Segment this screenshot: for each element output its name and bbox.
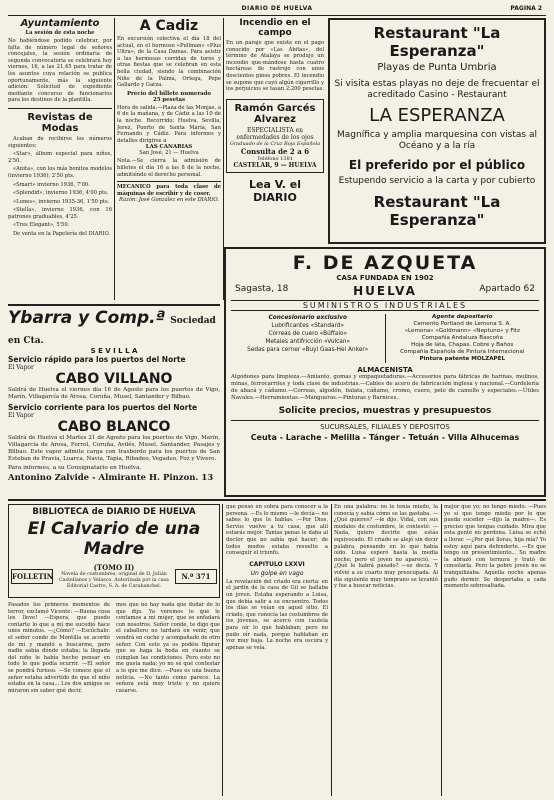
revistas-item: «Anita», con los más bonitos modelos (invierno 1936), 2'50 pts. xyxy=(8,166,112,179)
azqueta-founded: CASA FUNDADA EN 1902 xyxy=(336,274,434,282)
ybarra-ship1: CABO VILLANO xyxy=(55,371,173,387)
azqueta-supplies: SUMINISTROS INDUSTRIALES xyxy=(231,300,539,311)
revistas-item: «Splendid», invierno 1936, 4'00 pts. xyxy=(13,190,109,197)
azqueta-left-item: Lubrificantes «Standard» xyxy=(271,323,345,329)
folletin-title: El Calvario de una Madre xyxy=(27,519,201,559)
folletin-header xyxy=(8,504,220,598)
revistas-list xyxy=(8,136,112,238)
chapter-title: CAPITULO LXXVI xyxy=(249,560,305,568)
ramon-graduate: Graduado de la Cruz Roja Española xyxy=(229,140,321,147)
incendio-title: Incendio en el campo xyxy=(239,18,311,38)
ayuntamiento-title: Ayuntamiento xyxy=(20,18,100,29)
azqueta-left-item: Correas de cuero «Búffalo» xyxy=(268,331,348,337)
ramon-hours: Consulta de 2 a 6 xyxy=(240,146,310,156)
azqueta-right-item: Compañía Andaluza Bascoña xyxy=(421,335,503,341)
ybarra-service1: Servicio rápido para los puertos del Norte xyxy=(8,355,186,364)
azqueta-sucursales-title: SUCURSALES, FILIALES Y DEPOSITOS xyxy=(231,420,539,431)
newspaper-name: DIARIO DE HUELVA xyxy=(241,5,313,12)
esperanza-place: Playas de Punta Umbria xyxy=(377,62,497,73)
azqueta-left-title: Concesionario exclusivo xyxy=(268,315,347,321)
cadiz-title: A Cadiz xyxy=(139,18,199,34)
folletin-col-1: Pasados los primeros momentos de terror, exclamó Vicente: —Buena cosa los lleve! —Espera, que puedo contarte lo que a mí me sucedió hace unos minutos. —¿Cómo? —Escúchalo: el señor conde de Montilla se acordó de mí y mandó a buscarme, pero nadie sabía dónde estaba; la llegada del niño le había hecho pensar en todo lo que podía ocurrir. —El señor se pondrá furioso. —Se conoce que el señor estaba advertido de que el niño estaba en la casa... Los dos amigos se miraron sin saber qué decir. xyxy=(8,602,110,694)
esperanza-line2: Magnífica y amplia marquesina con vistas al Océano y a la ría xyxy=(337,130,537,151)
folletin-col3-text: que pensó en sobra para conocer a la persona. —Es lo mismo —le decía— no sabes lo que te hablas. —Por Dios, Servio: vuelve a tu casa, que allí estarás mejor. Tantas penas le daba al doctor que no sabía qué hacer; de todos modos estaba resuelto a conseguir el triunfo. xyxy=(226,504,328,557)
folletin-col-5: mejor que yo; no tengo miedo. —Pues yo sí que tengo miedo por lo que pueda suceder —dijo la madre—. Es preciso que tengas cuidado. Mira que esta gente no perdona. Luisa se echó a llorar. —¿Por qué lloras, hija mía? Yo estoy aquí para defenderte. —Es que tengo un presentimiento... Su madre la abrazó con ternura y trató de consolarla. Pero la pobre joven no se tranquilizaba. Aquella noche apenas pudo dormir. Se despertaba a cada momento sobresaltada. xyxy=(444,504,546,590)
page-number: PAGINA 2 xyxy=(510,5,542,12)
ybarra-city: S E V I L L A xyxy=(90,347,138,355)
cadiz-note: Nota.—Se cierra la admisión de billetes el día 16 a las 8 de la noche, admitiéndo el derecho personal. xyxy=(117,158,221,178)
revistas-item: «Tres Elegant», 5'50. xyxy=(13,222,70,229)
revistas-item: «Star», álbum especial para niños, 2'50. xyxy=(8,151,112,164)
revistas-item: «Smart» invierno 1936, 7'00. xyxy=(13,181,90,188)
folletin-col3b-text: La revelación del criado era cierta: en el jardín de la casa de Gil se hallaba un joven. Estaba esperando a Luisa, que debía salir a su encuentro. Todos los días se veían en aquel sitio. El criado, que conocía las costumbres de los jóvenes, se acercó con cautela para oír lo que hablaban; pero no pudo oír nada, porque hablaban en voz muy baja. La noche era oscura y apenas se veía. xyxy=(226,578,328,651)
azqueta-right-item: «Lemona» «Goldmann» «Neptuno» y Fitz xyxy=(404,328,520,334)
ybarra-vapor2: El Vapor xyxy=(8,412,34,419)
ybarra-info: Para informes, a su Consignatario en Huelva, xyxy=(8,465,142,471)
mecanico-ad: MECANICO para toda clase de máquinas de escribir y de coser. xyxy=(117,184,221,197)
ramon-address: CASTELAR, 9 — HUELVA xyxy=(233,161,317,169)
ybarra-ship2: CABO BLANCO xyxy=(57,419,171,435)
azqueta-right-title: Agente depositario xyxy=(432,314,493,320)
azqueta-left-item: Metales antifricción «Vulcan» xyxy=(265,339,351,345)
azqueta-street: Sagasta, 18 xyxy=(235,284,289,294)
esperanza-big: LA ESPERANZA xyxy=(369,105,505,126)
cadiz-schedule: Hora de salida.—Plaza de las Monjas, a 6 de la mañana, y de Cádiz a las 10 de la noche. Recorrido: Huelva, Sevilla, Jerez, Puerto de Santa María, San Fernando y Cádiz. Para informes y detalles dirigirse a xyxy=(117,104,221,144)
column-cadiz xyxy=(117,18,221,300)
lea-diario: Lea V. el DIARIO xyxy=(248,177,302,204)
revistas-item: Acaban de recibirse los números siguientes: xyxy=(8,135,112,149)
ybarra-ad xyxy=(8,304,220,494)
folletin-col-4: En una palabra: no le tenía miedo, la conocía y sabía cómo se las gastaba. —¿Qué quieres? —le dijo. Vidal, con sus modales de costumbre, le contestó: —Nada, quiero decirte que estás equivocado. El criado se alejó sin decir palabra, pensando en lo que había oído. Luisa esperó hasta la media noche; pero el joven no apareció. —¿Qué le habrá pasado? —se decía. Y volvió a su cuarto muy preocupada. Al día siguiente muy temprano se levantó y fue a buscar noticias. xyxy=(334,504,438,590)
folletin-col-3 xyxy=(226,504,328,796)
azqueta-city: HUELVA xyxy=(353,284,417,298)
revistas-item: De venta en la Papelería del DIARIO. xyxy=(13,231,111,238)
ybarra-vapor: El Vapor xyxy=(8,364,34,371)
column-left xyxy=(8,18,112,300)
esperanza-footer: Restaurant "La Esperanza" xyxy=(373,193,501,229)
folletin-label: FOLLETIN xyxy=(11,569,53,584)
cadiz-contact-title: LAS CANARIAS xyxy=(145,144,193,151)
azqueta-almacen: Algodones para limpieza.—Amianto, gomas y empaquetaduras.—Accesorios para fábricas de harinas, molinos, minas, ferrocarriles y toda clase de industrias.—Cables de acero de fabricación inglesa y nacional.—Cordelería de abacá y cáñamo.—Correas, algodón, balata, cáñamo, cromo, cuero, pelo de camello y especiales.—Útiles Navales.—Herramientas.—Mangueras.—Pinturas y Barnices. xyxy=(231,374,539,401)
azqueta-right-item: Compañía Española de Pintura Internacional xyxy=(400,349,525,355)
azqueta-left-item: Sedas para cerner «Buyl Gaas-Hei Anker» xyxy=(247,347,369,353)
esperanza-service: Estupendo servicio a la carta y por cubierto xyxy=(338,176,536,186)
esperanza-pref: El preferido por el público xyxy=(348,158,526,172)
azqueta-name: F. DE AZQUETA xyxy=(292,252,478,274)
esperanza-ad xyxy=(328,18,546,244)
azqueta-solicite: Solicite precios, muestras y presupuestos xyxy=(278,406,492,416)
azqueta-right-item: Pintura patente MOLZAPEL xyxy=(419,356,506,362)
azqueta-right-item: Cemento Portland de Lemona S. A. xyxy=(413,321,512,327)
folletin-tomo: (TOMO II) xyxy=(93,563,135,572)
revistas-item: «Stella», invierno 1936, con 16 patrones graduables, 4'25. xyxy=(8,207,112,220)
esperanza-line1: Si visita estas playas no deje de frecuentar el acreditado Casino - Restaurant xyxy=(334,79,540,100)
ramon-name: Ramón Garcés Alvarez xyxy=(234,102,316,125)
ybarra-service2: Servicio corriente para los puertos del Norte xyxy=(8,403,198,412)
chapter-subtitle: Un golpe en vago xyxy=(250,569,304,577)
azqueta-almacen-title: ALMACENISTA xyxy=(357,366,413,374)
esperanza-name: Restaurant "La Esperanza" xyxy=(373,24,501,60)
ybarra-agent: Antonino Zalvide - Almirante H. Pinzon. 13 xyxy=(8,473,214,483)
azqueta-ad xyxy=(224,247,546,497)
cadiz-price-title: Precio del billete numerado xyxy=(126,90,212,97)
incendio-body: En un paraje que existe en el pago conocido por «Las Abitas», del término de Atalaya se produjo un incendio que-mándose hasta cuatro hectáreas de rastrojo con unos doscientos pinos pobres. El incendio se supone que cayó algún cigarrillo y los perjuicios se tasan 2.200 pesetas. xyxy=(226,40,324,93)
page-header xyxy=(8,3,546,16)
azqueta-sucursales: Ceuta - Larache - Melilla - Tánger - Tetuán - Villa Alhucemas xyxy=(250,433,520,442)
ramon-ad xyxy=(226,99,324,173)
revistas-item: «Lunes», invierno 1935-36, 1'50 pts. xyxy=(13,198,110,205)
azqueta-right-item: Hoja de lata, Chapas, Cobre y Baños xyxy=(411,342,514,348)
folletin-col-2: mos que no hay nada que dudar de lo que dijo. Ya veremos lo que le contamos a mi mujer, que se enfadará con nosotros. Señor conde, te digo que el caballero no tardará en venir, que vendrá en coche y acompañado de otro señor. Con esto ya os podéis figurar que se haga la boda en cuanto se cumplan las condiciones. Pero esto no me gusta nada; yo no sé qué contestar a lo que me dice. —Pues es una buena noticia. —No tanto como parece. La señora está muy triste y no quiere casarse. xyxy=(116,602,220,694)
ybarra-name: Ybarra y Comp.ª xyxy=(8,308,166,328)
azqueta-pobox: Apartado 62 xyxy=(479,284,535,294)
folletin-credit: Novela de costumbres, original de D. Julián Castellanos y Velasco. Autorizada por la casa Editorial Castro, S. A. de Carabanchel. xyxy=(59,572,169,589)
ramon-phone: Teléfono 1381 xyxy=(257,155,293,162)
cadiz-body: En excursión colectiva el día 18 del actual, en el hermoso «Pullman» «Plus Ultra», de la Casa Damas. Para asistir a las hermosas corridas de toros y otras fiestas que se celebran en esta bella ciudad, siendo la combinación Niño de la Palma, Ortega, Pepe Gallardo y Garza. xyxy=(117,36,221,89)
ybarra-text1: Saldrá de Huelva el viernes día 16 de Agosto para los puertos de Vigo, Marín, Villagarcía de Arosa, Coruña, Musel, Santander y Bilbao. xyxy=(8,387,220,400)
folletin-number: N.º 371 xyxy=(175,569,217,584)
ybarra-text2: Saldrá de Huelva el Martes 21 de Agosto para los puertos de Vigo, Marín, Villagarcía de Arosa, Ferrol, Coruña, Avilés, Musel, Santander, Pasajes y Bilbao. Este vapor admite carga con trasbordo para los puertos de San Esteban de Pravia, Luarca, Navia, Tapia, Ribadeo, Vegadeo, Foz y Vivero. xyxy=(8,435,220,462)
mecanico-contact: Razón: José González en este DIARIO. xyxy=(119,197,219,204)
ramon-specialty: ESPECIALISTA en enfermedades de los ojos xyxy=(236,126,314,141)
cadiz-contact: San José, 21 — Huelva xyxy=(139,150,199,157)
ayuntamiento-subtitle: La sesión de esta noche xyxy=(25,30,95,36)
ybarra-suffix: Sociedad en Cta. xyxy=(8,316,216,346)
cadiz-price: 25 pesetas xyxy=(152,96,186,103)
folletin-bib: BIBLIOTECA de DIARIO DE HUELVA xyxy=(32,507,196,517)
ayuntamiento-body: No habiéndose podido celebrar, por falta de número legal de señores concejales, la sesión ordinaria de segunda convocatoria se celebrará hoy viernes, 16, a las 21.45 para tratar de los asuntos cuya relación se publica oportunamente, más la siguiente adición: Solicitud de expediente mediante concurso de funcionarios para los destinos de la plantilla. xyxy=(8,38,112,104)
revistas-title: Revistas de Modas xyxy=(27,111,93,134)
